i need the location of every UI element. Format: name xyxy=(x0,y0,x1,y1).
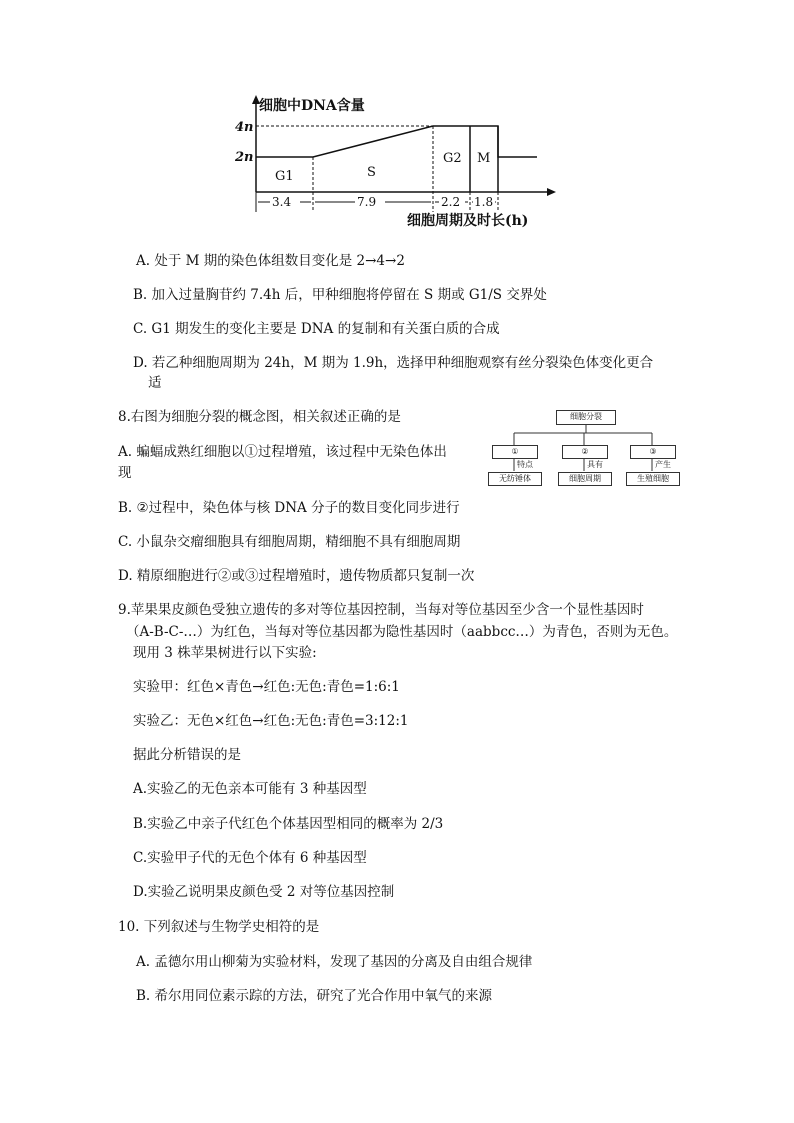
q9-stem-line-2: （A-B-C-…）为红色，当每对等位基因都为隐性基因时（aabbcc…）为青色，否则为无色。 xyxy=(126,624,678,640)
concept-node-1: ① xyxy=(492,445,538,459)
q9-option-b: B.实验乙中亲子代红色个体基因型相同的概率为 2/3 xyxy=(133,816,444,832)
q7-option-d-cont: 适 xyxy=(148,375,162,391)
q10-option-b: B. 希尔用同位素示踪的方法，研究了光合作用中氧气的来源 xyxy=(136,988,493,1004)
duration-g2: 2.2 xyxy=(441,195,461,209)
q8-option-b: B. ②过程中，染色体与核 DNA 分子的数目变化同步进行 xyxy=(118,500,460,516)
q9-experiment-a: 实验甲：红色×青色→红色:无色:青色=1:6:1 xyxy=(133,679,400,695)
y-tick-2n: 2n xyxy=(235,150,254,165)
concept-leaf-2: 细胞周期 xyxy=(558,472,612,486)
concept-leaf-1: 无纺锤体 xyxy=(488,472,542,486)
q9-stem-line-1: 9.苹果果皮颜色受独立遗传的多对等位基因控制，当每对等位基因至少含一个显性基因时 xyxy=(118,602,644,618)
concept-root: 细胞分裂 xyxy=(556,410,616,425)
concept-relation-3: 产生 xyxy=(655,460,671,469)
q8-stem: 8.右图为细胞分裂的概念图，相关叙述正确的是 xyxy=(118,409,401,425)
x-axis-label: 细胞周期及时长(h) xyxy=(407,213,529,229)
q8-option-a-cont: 现 xyxy=(118,465,132,481)
q9-question: 据此分析错误的是 xyxy=(133,747,241,763)
q9-experiment-b: 实验乙：无色×红色→红色:无色:青色=3:12:1 xyxy=(133,713,409,729)
concept-node-2: ② xyxy=(562,445,608,459)
q10-option-a: A. 孟德尔用山柳菊为实验材料，发现了基因的分离及自由组合规律 xyxy=(136,954,533,970)
phase-label-g2: G2 xyxy=(443,151,462,166)
phase-label-m: M xyxy=(477,151,491,166)
q7-option-b: B. 加入过量胸苷约 7.4h 后，甲种细胞将停留在 S 期或 G1/S 交界处 xyxy=(133,287,547,303)
concept-relation-2: 具有 xyxy=(587,460,603,469)
duration-m: 1.8 xyxy=(474,195,494,209)
q9-option-d: D.实验乙说明果皮颜色受 2 对等位基因控制 xyxy=(133,884,395,900)
concept-map xyxy=(488,405,682,490)
q7-option-c: C. G1 期发生的变化主要是 DNA 的复制和有关蛋白质的合成 xyxy=(133,321,500,337)
q10-stem: 10. 下列叙述与生物学史相符的是 xyxy=(118,919,320,935)
y-tick-4n: 4n xyxy=(235,120,254,135)
cell-cycle-dna-chart xyxy=(225,92,565,232)
q8-option-d: D. 精原细胞进行②或③过程增殖时，遗传物质都只复制一次 xyxy=(118,568,475,584)
concept-leaf-3: 生殖细胞 xyxy=(626,472,680,486)
q7-option-a: A. 处于 M 期的染色体组数目变化是 2→4→2 xyxy=(136,253,405,269)
y-axis-label: 细胞中DNA含量 xyxy=(259,98,365,114)
q9-option-c: C.实验甲子代的无色个体有 6 种基因型 xyxy=(133,850,367,866)
q8-option-c: C. 小鼠杂交瘤细胞具有细胞周期，精细胞不具有细胞周期 xyxy=(118,534,461,550)
q7-option-d: D. 若乙种细胞周期为 24h，M 期为 1.9h，选择甲种细胞观察有丝分裂染色体变化更合 xyxy=(133,355,654,371)
phase-label-s: S xyxy=(367,165,376,180)
concept-relation-1: 特点 xyxy=(517,460,533,469)
duration-s: 7.9 xyxy=(357,195,377,209)
duration-g1: 3.4 xyxy=(272,195,292,209)
q9-option-a: A.实验乙的无色亲本可能有 3 种基因型 xyxy=(133,781,367,797)
q8-option-a: A. 蝙蝠成熟红细胞以①过程增殖，该过程中无染色体出 xyxy=(118,444,447,460)
phase-label-g1: G1 xyxy=(275,169,294,184)
q9-stem-line-3: 现用 3 株苹果树进行以下实验: xyxy=(133,645,317,661)
concept-node-3: ③ xyxy=(630,445,676,459)
dna-content-line xyxy=(256,126,537,157)
